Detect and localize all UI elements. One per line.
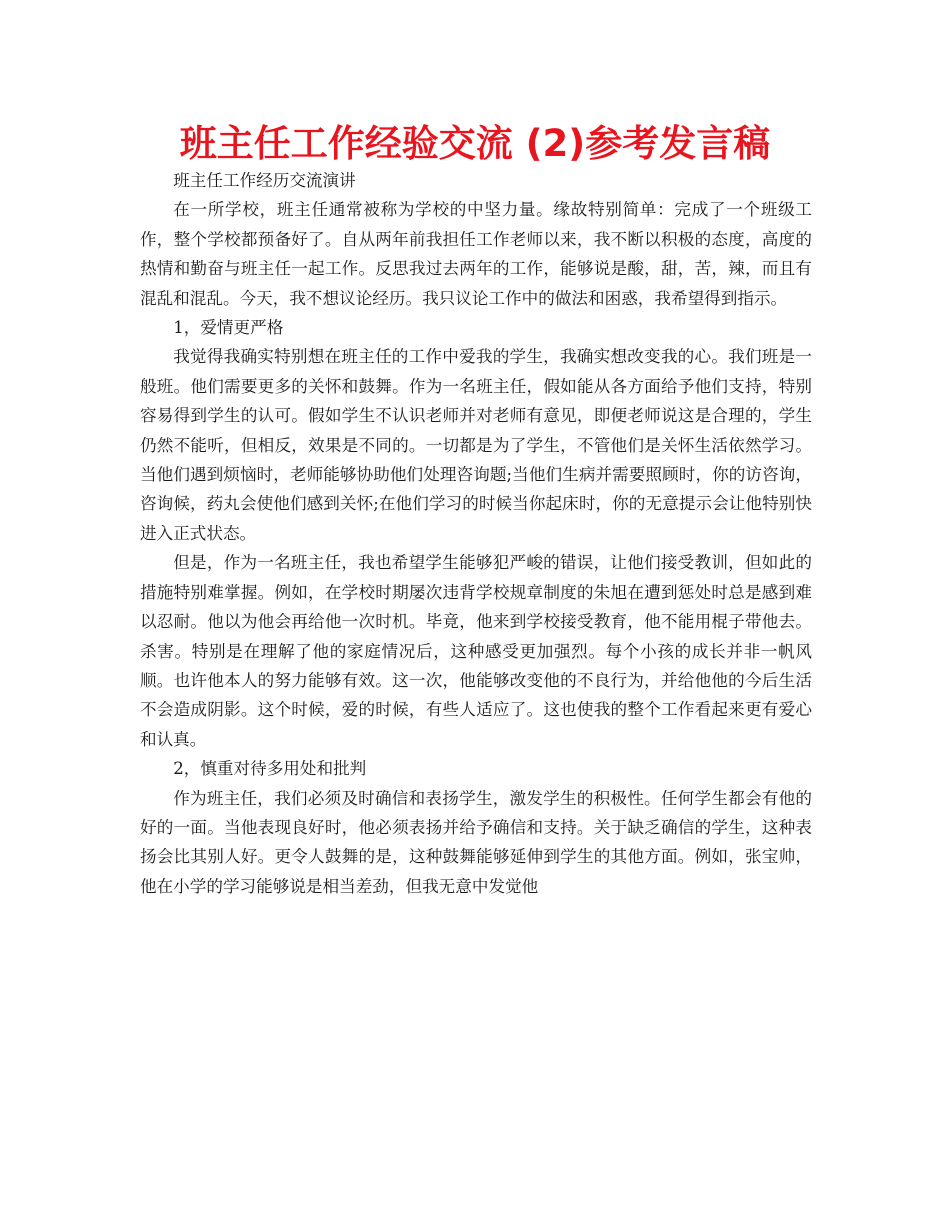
paragraph-love: 我觉得我确实特别想在班主任的工作中爱我的学生，我确实想改变我的心。我们班是一般班。他们需要更多的关怀和鼓舞。作为一名班主任，假如能从各方面给予他们支持，特别容易得到学生的认可。假如学生不认识老师并对老师有意见，即便老师说这是合理的，学生仍然不能听，但相反，效果是不同的。一切都是为了学生，不管他们是关怀生活依然学习。当他们遇到烦恼时，老师能够协助他们处理咨询题;当他们生病并需要照顾时，你的访咨询，咨询候，药丸会使他们感到关怀;在他们学习的时候当你起床时，你的无意提示会让他特别快进入正式状态。 (140, 347, 812, 543)
paragraph-praise: 作为班主任，我们必须及时确信和表扬学生，激发学生的积极性。任何学生都会有他的好的一面。当他表现良好时，他必须表扬并给予确信和支持。关于缺乏确信的学生，这种表扬会比其别人好。更令人鼓舞的是，这种鼓舞能够延伸到学生的其他方面。例如，张宝帅，他在小学的学习能够说是相当差劲，但我无意中发觉他 (140, 788, 812, 896)
section-heading-1: 1，爱情更严格 (173, 318, 284, 338)
paragraph-intro: 在一所学校，班主任通常被称为学校的中坚力量。缘故特别简单：完成了一个班级工作，整个学校都预备好了。自从两年前我担任工作老师以来，我不断以积极的态度，高度的热情和勤奋与班主任一起工作。反思我过去两年的工作，能够说是酸，甜，苦，辣，而且有混乱和混乱。今天，我不想议论经历。我只议论工作中的做法和困惑，我希望得到指示。 (140, 200, 812, 308)
document-title: 班主任工作经验交流 (2)参考发言稿 (179, 122, 771, 165)
document-body (140, 166, 812, 901)
section-subtitle: 班主任工作经历交流演讲 (173, 171, 356, 190)
section-heading-2: 2，慎重对待多用处和批判 (173, 759, 367, 779)
paragraph-discipline: 但是，作为一名班主任，我也希望学生能够犯严峻的错误，让他们接受教训，但如此的措施特别难掌握。例如，在学校时期屡次违背学校规章制度的朱旭在遭到惩处时总是感到难以忍耐。他以为他会再给他一次时机。毕竟，他来到学校接受教育，他不能用棍子带他去。杀害。特别是在理解了他的家庭情况后，这种感受更加强烈。每个小孩的成长并非一帆风顺。也许他本人的努力能够有效。这一次，他能够改变他的不良行为，并给他他的今后生活不会造成阴影。这个时候，爱的时候，有些人适应了。这也使我的整个工作看起来更有爱心和认真。 (140, 553, 812, 749)
